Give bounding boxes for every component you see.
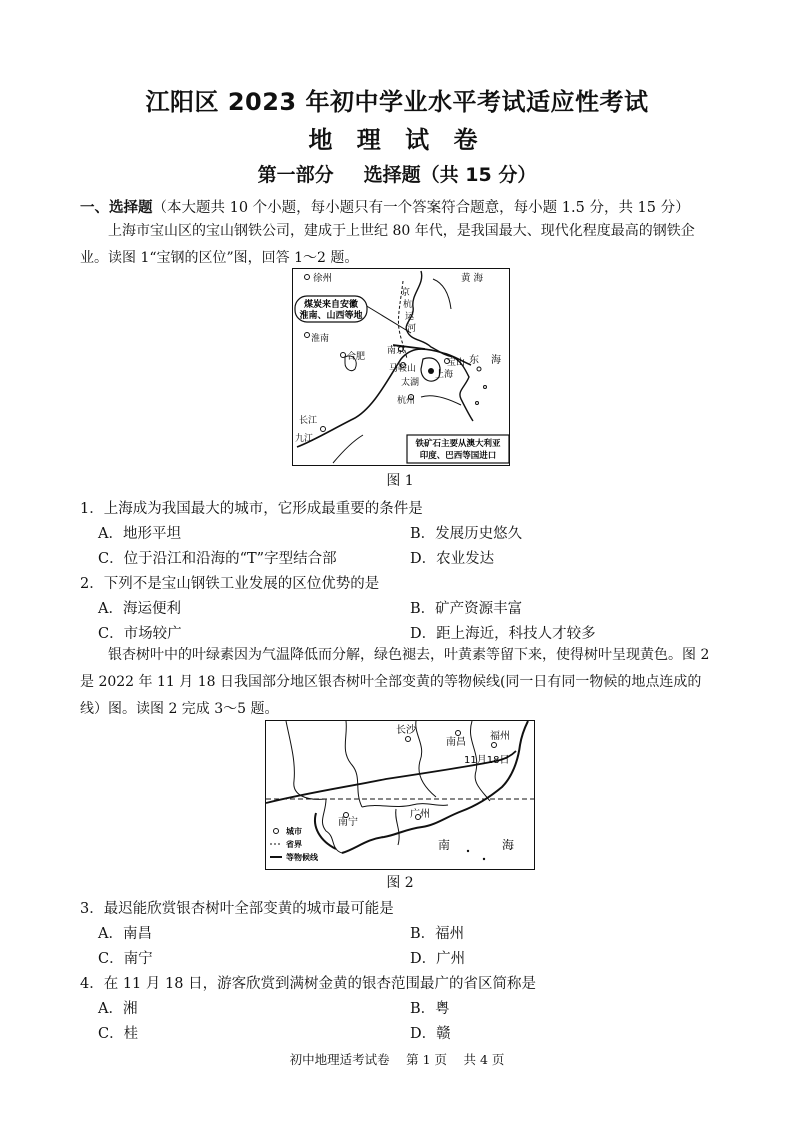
label-taihu: 太湖 xyxy=(401,378,420,388)
q1-stem: 1．上海成为我国最大的城市，它形成最重要的条件是 xyxy=(80,501,423,517)
shanghai-dot xyxy=(428,368,434,374)
label-guangzhou: 广州 xyxy=(410,809,430,820)
ore-note-line-2: 印度、巴西等国进口 xyxy=(419,451,497,461)
q4-stem: 4．在 11 月 18 日，游客欣赏到满树金黄的银杏范围最广的省区简称是 xyxy=(80,976,537,992)
legend-border-label: 省界 xyxy=(286,840,302,849)
city-dot xyxy=(406,737,411,742)
province-border xyxy=(345,721,362,807)
city-dot xyxy=(305,333,310,338)
label-huanghai: 黄 海 xyxy=(461,273,484,284)
island-dot xyxy=(467,850,469,852)
q2-option-b[interactable]: B．矿产资源丰富 xyxy=(410,601,523,617)
city-dot xyxy=(492,743,497,748)
label-nanhai-1: 南 xyxy=(438,838,451,852)
label-donghai-1: 东 xyxy=(469,355,479,366)
province-border xyxy=(286,721,326,799)
q4-option-d[interactable]: D．赣 xyxy=(410,1026,451,1042)
coal-note-line-2: 淮南、山西等地 xyxy=(299,311,363,321)
figure-2-caption: 图 2 xyxy=(386,875,414,891)
figure-1-caption: 图 1 xyxy=(386,473,414,489)
island-dot xyxy=(483,858,485,860)
label-maanshan: 马鞍山 xyxy=(389,364,417,374)
part-title xyxy=(0,160,794,187)
label-yun: 运 xyxy=(405,312,415,322)
label-he: 河 xyxy=(407,324,417,334)
page-footer: 初中地理适考试卷 第 1 页 共 4 页 xyxy=(289,1052,505,1067)
province-border xyxy=(362,804,448,807)
city-dot xyxy=(341,353,346,358)
section-header xyxy=(80,196,690,217)
q4-option-b[interactable]: B．粤 xyxy=(410,1001,450,1017)
label-fuzhou: 福州 xyxy=(490,731,510,742)
coastline xyxy=(406,271,473,421)
passage-2: 银杏树叶中的叶绿素因为气温降低而分解，绿色褪去，叶黄素等留下来，使得树叶呈现黄色。图 2 是 2022 年 11 月 18 日我国部分地区银杏树叶全部变黄的等物候线(同一日有同一物候的地点连成的线）图。读图 2 完成 3～5 题。 xyxy=(80,647,710,717)
part-name: 选择题（共 15 分） xyxy=(363,164,537,186)
q2-stem: 2．下列不是宝山钢铁工业发展的区位优势的是 xyxy=(80,576,380,592)
label-hang: 杭 xyxy=(403,300,413,310)
subject-title: 地 理 试 卷 xyxy=(308,126,486,154)
q1-option-d[interactable]: D．农业发达 xyxy=(410,551,495,567)
label-jiujiang: 九江 xyxy=(295,434,314,444)
label-nanjing: 南京 xyxy=(387,346,406,356)
island xyxy=(484,386,487,389)
figure-1-svg xyxy=(293,269,509,465)
label-date: 11月18日 xyxy=(464,755,510,766)
island xyxy=(476,402,479,405)
river-branch xyxy=(333,435,363,463)
q1-option-c[interactable]: C．位于沿江和沿海的“T”字型结合部 xyxy=(98,551,337,567)
q3-option-c[interactable]: C．南宁 xyxy=(98,951,153,967)
passage-1: 上海市宝山区的宝山钢铁公司，建成于上世纪 80 年代，是我国最大、现代化程度最高的钢铁企业。读图 1“宝钢的区位”图，回答 1～2 题。 xyxy=(80,223,695,266)
province-border xyxy=(416,721,436,797)
ore-note-line-1: 铁矿石主要从澳大利亚 xyxy=(415,439,501,449)
q2-option-a[interactable]: A．海运便利 xyxy=(98,601,181,617)
label-shanghai: 上海 xyxy=(435,370,454,380)
label-xuzhou: 徐州 xyxy=(313,273,333,284)
exam-title: 江阳区 2023 年初中学业水平考试适应性考试 xyxy=(145,88,649,116)
legend-isoline-label: 等物候线 xyxy=(286,853,318,862)
section-instructions: （本大题共 10 个小题，每小题只有一个答案符合题意，每小题 1.5 分，共 15 分） xyxy=(152,200,690,216)
figure-2-map xyxy=(265,720,535,870)
q3-option-d[interactable]: D．广州 xyxy=(410,951,466,967)
q1-option-b[interactable]: B．发展历史悠久 xyxy=(410,526,523,542)
province-border xyxy=(396,809,399,845)
part-label: 第一部分 xyxy=(257,164,334,186)
q2-option-d[interactable]: D．距上海近，科技人才较多 xyxy=(410,626,596,642)
figure-2-svg xyxy=(266,721,534,869)
legend-city-label: 城市 xyxy=(286,827,302,836)
peninsula-edge xyxy=(433,279,451,309)
label-hangzhou: 杭州 xyxy=(397,396,416,406)
label-donghai-2: 海 xyxy=(491,355,501,366)
legend-city-symbol xyxy=(274,829,279,834)
label-nanchang: 南昌 xyxy=(446,737,466,748)
label-hefei: 合肥 xyxy=(347,352,366,362)
label-nanhai-2: 海 xyxy=(502,838,515,852)
figure-1-map xyxy=(292,268,510,466)
coal-note-line-1: 煤炭来自安徽 xyxy=(303,300,359,310)
q3-option-b[interactable]: B．福州 xyxy=(410,926,465,942)
label-huainan: 淮南 xyxy=(311,334,330,344)
label-changjiang: 长江 xyxy=(299,416,318,426)
q4-option-c[interactable]: C．桂 xyxy=(98,1026,139,1042)
label-nanning: 南宁 xyxy=(338,817,358,828)
q3-stem: 3．最迟能欣赏银杏树叶全部变黄的城市最可能是 xyxy=(80,901,394,917)
label-jing: 京 xyxy=(401,288,411,298)
section-label: 一、选择题 xyxy=(80,200,153,216)
label-changsha: 长沙 xyxy=(396,725,416,736)
q1-option-a[interactable]: A．地形平坦 xyxy=(98,526,181,542)
city-dot xyxy=(456,731,461,736)
q2-option-c[interactable]: C．市场较广 xyxy=(98,626,182,642)
q4-option-a[interactable]: A．湘 xyxy=(98,1001,138,1017)
label-baoshan: 宝山 xyxy=(447,358,466,368)
city-dot xyxy=(321,427,326,432)
island xyxy=(477,367,481,371)
hangzhou-bay xyxy=(421,396,461,405)
q3-option-a[interactable]: A．南昌 xyxy=(98,926,152,942)
city-dot xyxy=(305,275,310,280)
